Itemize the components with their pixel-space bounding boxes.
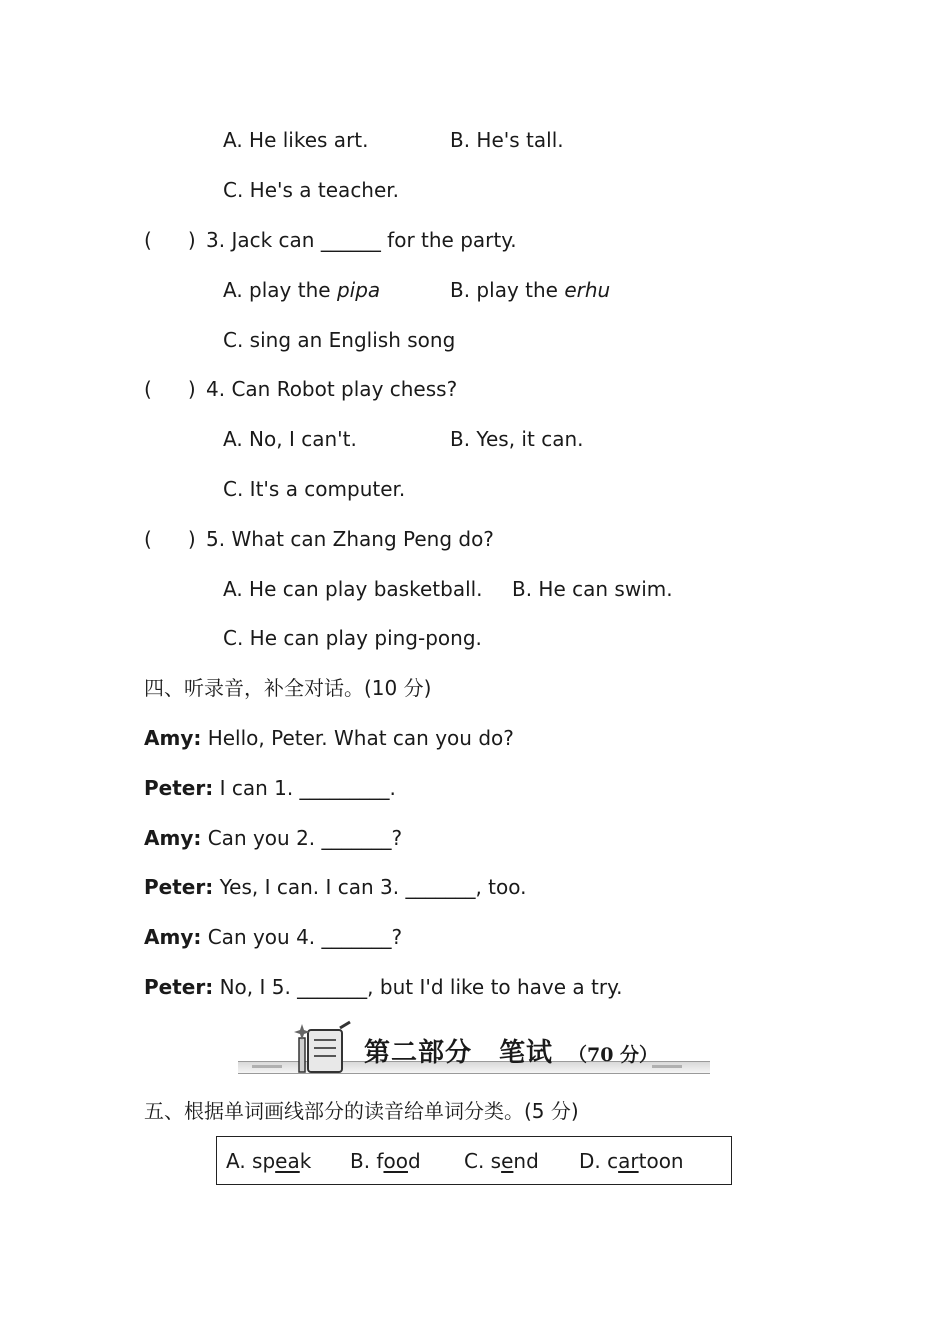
q5-option-b: B. He can swim. <box>512 577 673 601</box>
part-two-title: 第二部分 笔试 <box>364 1038 554 1068</box>
q3-option-a: A. play the pipa <box>223 278 381 302</box>
q5-option-c: C. He can play ping-pong. <box>223 626 482 650</box>
section5-title: 五、根据单词画线部分的读音给单词分类。(5 分) <box>144 1099 579 1123</box>
q5-option-a: A. He can play basketball. <box>223 577 483 601</box>
dialogue-line: Peter: Yes, I can. I can 3. _______, too. <box>144 875 527 899</box>
word-option: C. send <box>464 1149 539 1173</box>
answer-blank[interactable]: ( ) <box>144 527 196 551</box>
dialogue-line: Peter: No, I 5. _______, but I'd like to have a try. <box>144 975 623 999</box>
q2-option-a: A. He likes art. <box>223 128 369 152</box>
q4-option-b: B. Yes, it can. <box>450 427 584 451</box>
word-box <box>216 1136 732 1185</box>
q5-stem: ( ) 5. What can Zhang Peng do? <box>144 527 494 551</box>
word-option: B. food <box>350 1149 421 1173</box>
q4-option-c: C. It's a computer. <box>223 477 406 501</box>
word-option: A. speak <box>226 1149 312 1173</box>
dialogue-line: Peter: I can 1. _________. <box>144 776 396 800</box>
answer-blank[interactable]: ( ) <box>144 228 196 252</box>
section4-title: 四、听录音，补全对话。(10 分) <box>144 676 432 700</box>
q4-option-a: A. No, I can't. <box>223 427 357 451</box>
dialogue-line: Amy: Can you 4. _______? <box>144 925 403 949</box>
part-two-banner <box>232 1018 714 1080</box>
notebook-pen-icon <box>294 1020 354 1078</box>
q4-stem: ( ) 4. Can Robot play chess? <box>144 377 458 401</box>
answer-blank[interactable]: ( ) <box>144 377 196 401</box>
q2-option-c: C. He's a teacher. <box>223 178 400 202</box>
q3-stem: ( ) 3. Jack can ______ for the party. <box>144 228 517 252</box>
q3-option-c: C. sing an English song <box>223 328 456 352</box>
dialogue-line: Amy: Can you 2. _______? <box>144 826 403 850</box>
word-option: D. cartoon <box>579 1149 684 1173</box>
q2-option-b: B. He's tall. <box>450 128 564 152</box>
part-two-score: （70 分） <box>568 1044 659 1066</box>
banner-decoration <box>252 1065 282 1068</box>
dialogue-line: Amy: Hello, Peter. What can you do? <box>144 726 514 750</box>
q3-option-b: B. play the erhu <box>450 278 611 302</box>
